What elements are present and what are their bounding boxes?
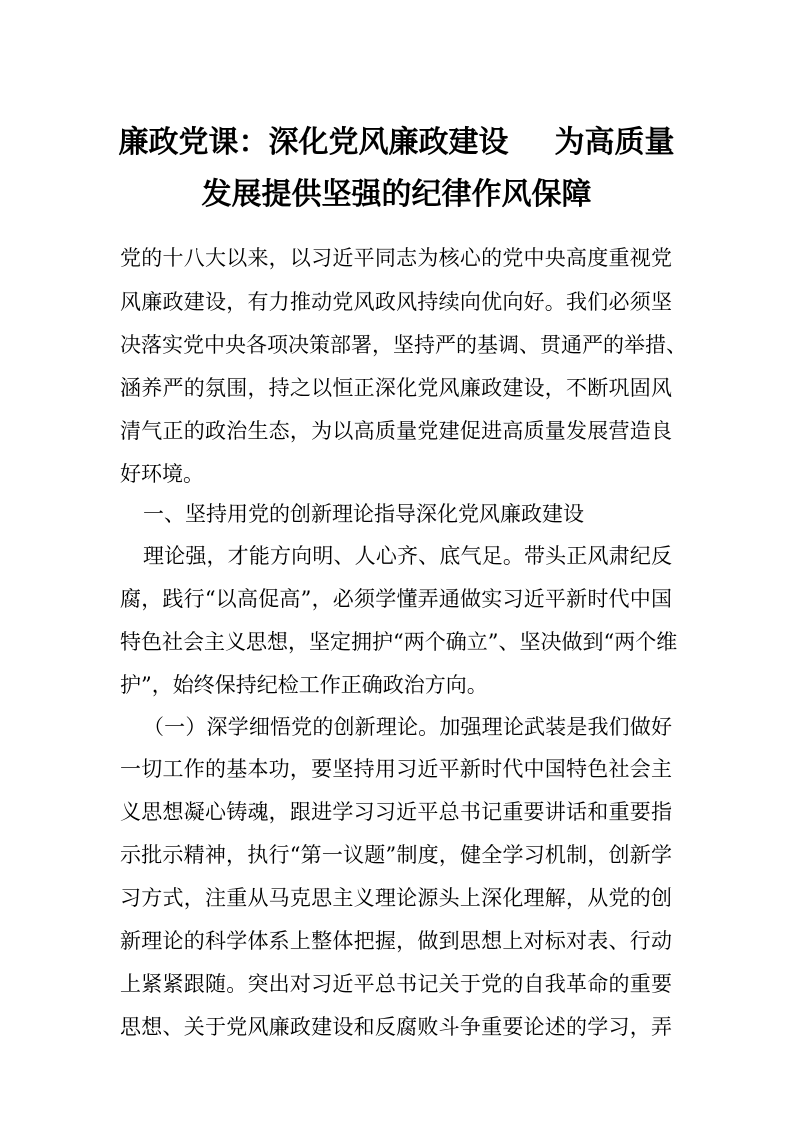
body-line-16: 习方式，注重从马克思主义理论源头上深化理解，从党的创	[120, 886, 672, 910]
title-part-a: 廉政党课：深化党风廉政建设	[118, 125, 509, 160]
body-line-5: 清气正的政治生态，为以高质量党建促进高质量发展营造良	[120, 419, 672, 443]
section-heading-1: 一、坚持用党的创新理论指导深化党风廉政建设	[143, 502, 584, 526]
body-line-3: 决落实党中央各项决策部署，坚持严的基调、贯通严的举措、	[120, 333, 687, 357]
body-line-15: 示批示精神，执行“第一议题”制度，健全学习机制，创新学	[120, 843, 672, 867]
document-title-line-1	[100, 121, 693, 165]
body-line-12: （一）深学细悟党的创新理论。加强理论武装是我们做好	[143, 715, 672, 739]
body-line-17: 新理论的科学体系上整体把握，做到思想上对标对表、行动	[120, 929, 672, 953]
body-line-19: 思想、关于党风廉政建设和反腐败斗争重要论述的学习，弄	[120, 1015, 672, 1039]
body-line-10: 特色社会主义思想，坚定拥护“两个确立”、坚决做到“两个维	[120, 630, 678, 654]
body-line-11: 护”，始终保持纪检工作正确政治方向。	[120, 673, 488, 697]
body-line-14: 义思想凝心铸魂，跟进学习习近平总书记重要讲话和重要指	[120, 800, 672, 824]
title-part-b: 为高质量	[554, 125, 675, 160]
document-title-line-2: 发展提供坚强的纪律作风保障	[201, 177, 592, 212]
body-line-2: 风廉政建设，有力推动党风政风持续向优向好。我们必须坚	[120, 290, 672, 314]
body-line-9: 腐，践行“以高促高”，必须学懂弄通做实习近平新时代中国	[120, 587, 672, 611]
body-line-1: 党的十八大以来，以习近平同志为核心的党中央高度重视党	[120, 246, 672, 270]
body-line-13: 一切工作的基本功，要坚持用习近平新时代中国特色社会主	[120, 757, 672, 781]
body-line-18: 上紧紧跟随。突出对习近平总书记关于党的自我革命的重要	[120, 972, 672, 996]
body-line-6: 好环境。	[120, 462, 204, 486]
body-line-8: 理论强，才能方向明、人心齐、底气足。带头正风肃纪反	[143, 544, 672, 568]
body-line-4: 涵养严的氛围，持之以恒正深化党风廉政建设，不断巩固风	[120, 376, 672, 400]
